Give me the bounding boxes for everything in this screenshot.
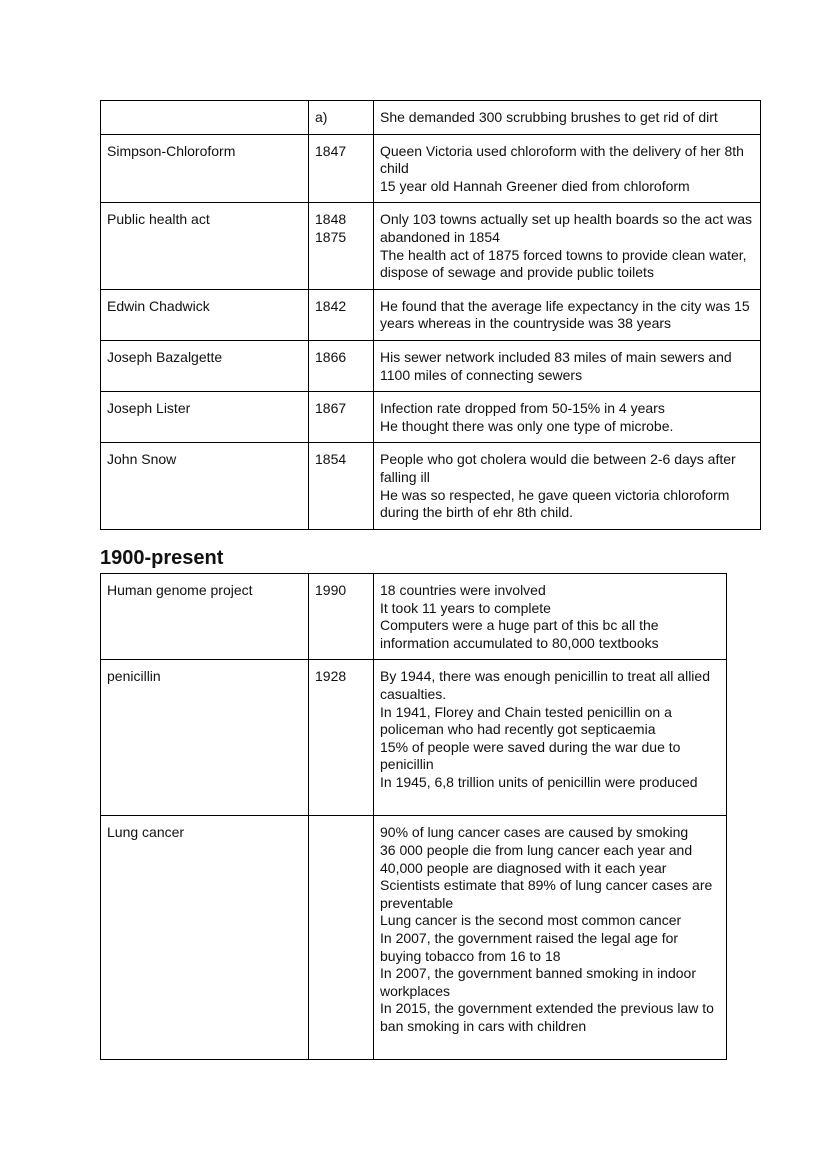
- topic-cell: [101, 101, 309, 135]
- notes-cell: She demanded 300 scrubbing brushes to get rid of dirt: [374, 101, 761, 135]
- date-cell: [309, 816, 374, 1060]
- table-row: [101, 660, 727, 816]
- table-row: [101, 392, 761, 443]
- topic-cell: Simpson-Chloroform: [101, 134, 309, 203]
- date-cell: 1867: [309, 392, 374, 443]
- date-cell: 1854: [309, 443, 374, 529]
- notes-cell: Queen Victoria used chloroform with the delivery of her 8th child 15 year old Hannah Greener died from chloroform: [374, 134, 761, 203]
- notes-cell: He found that the average life expectancy in the city was 15 years whereas in the countryside was 38 years: [374, 289, 761, 340]
- notes-cell: Infection rate dropped from 50-15% in 4 years He thought there was only one type of microbe.: [374, 392, 761, 443]
- date-cell: 1866: [309, 340, 374, 391]
- notes-cell: 18 countries were involved It took 11 years to complete Computers were a huge part of this bc all the information accumulated to 80,000 textbooks: [374, 574, 727, 660]
- table-row: [101, 134, 761, 203]
- table-row: [101, 289, 761, 340]
- table-row: [101, 340, 761, 391]
- notes-cell: His sewer network included 83 miles of main sewers and 1100 miles of connecting sewers: [374, 340, 761, 391]
- table-row: [101, 574, 727, 660]
- topic-cell: Lung cancer: [101, 816, 309, 1060]
- table-row: [101, 443, 761, 529]
- table-row: [101, 816, 727, 1060]
- topic-cell: Joseph Lister: [101, 392, 309, 443]
- notes-cell: 90% of lung cancer cases are caused by smoking 36 000 people die from lung cancer each year and 40,000 people are diagnosed with it each year Scientists estimate that 89% of lung cancer cases are preventable Lung cancer is the second most common cancer In 2007, the government raised the legal age for buying tobacco from 16 to 18 In 2007, the government banned smoking in indoor workplaces In 2015, the government extended the previous law to ban smoking in cars with children: [374, 816, 727, 1060]
- history-table-1900-present: [100, 573, 727, 1060]
- date-cell: 1842: [309, 289, 374, 340]
- topic-cell: Edwin Chadwick: [101, 289, 309, 340]
- topic-cell: John Snow: [101, 443, 309, 529]
- date-cell: 1847: [309, 134, 374, 203]
- date-cell: a): [309, 101, 374, 135]
- topic-cell: Human genome project: [101, 574, 309, 660]
- section-heading: 1900-present: [100, 547, 224, 569]
- table-row: [101, 101, 761, 135]
- history-table-1800s: [100, 100, 761, 530]
- topic-cell: Public health act: [101, 203, 309, 289]
- date-cell: 1928: [309, 660, 374, 816]
- date-cell: 1848 1875: [309, 203, 374, 289]
- topic-cell: penicillin: [101, 660, 309, 816]
- notes-cell: Only 103 towns actually set up health boards so the act was abandoned in 1854 The health act of 1875 forced towns to provide clean water, dispose of sewage and provide public toilets: [374, 203, 761, 289]
- notes-cell: By 1944, there was enough penicillin to treat all allied casualties. In 1941, Florey and Chain tested penicillin on a policeman who had recently got septicaemia 15% of people were saved during the war due to penicillin In 1945, 6,8 trillion units of penicillin were produced: [374, 660, 727, 816]
- notes-cell: People who got cholera would die between 2-6 days after falling ill He was so respected, he gave queen victoria chloroform during the birth of ehr 8th child.: [374, 443, 761, 529]
- date-cell: 1990: [309, 574, 374, 660]
- topic-cell: Joseph Bazalgette: [101, 340, 309, 391]
- table-row: [101, 203, 761, 289]
